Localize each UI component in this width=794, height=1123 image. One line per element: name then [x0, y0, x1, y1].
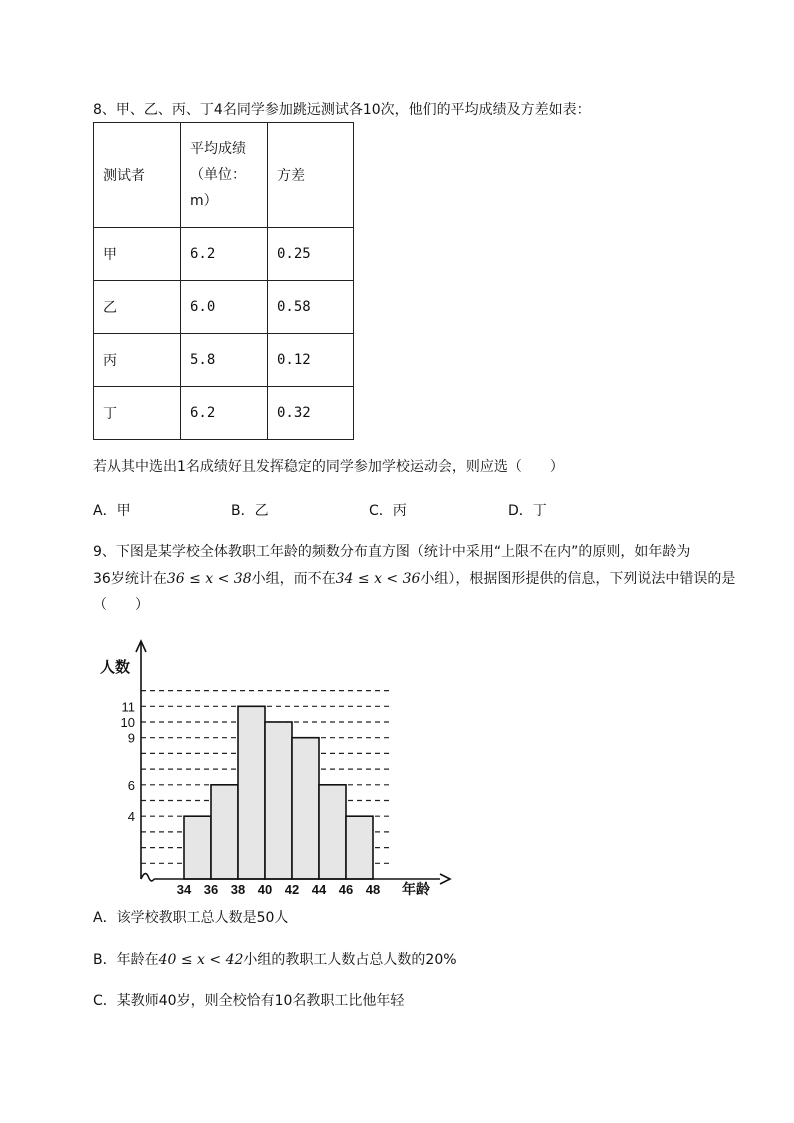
q8-option-b[interactable]: B．乙 — [231, 503, 269, 519]
cell-average: 6.2 — [181, 387, 268, 440]
histogram-bar — [319, 785, 346, 879]
x-axis-arrow — [440, 874, 450, 884]
header-average-line3: m） — [190, 193, 218, 209]
header-tester: 测试者 — [94, 123, 181, 228]
cell-variance: 0.12 — [268, 334, 354, 387]
histogram-bar — [238, 706, 265, 879]
q8-option-d[interactable]: D．丁 — [508, 503, 547, 519]
histogram-bar — [211, 785, 238, 879]
q9-option-b[interactable] — [93, 950, 457, 970]
q9-option-b-inequality: 40 ≤ x < 42 — [158, 952, 244, 968]
y-tick-label: 11 — [121, 699, 135, 715]
cell-name: 乙 — [94, 281, 181, 334]
q8-option-a[interactable]: A．甲 — [93, 503, 131, 519]
q9-option-c[interactable]: C．某教师40岁，则全校恰有10名教职工比他年轻 — [93, 993, 405, 1009]
q9-inequality-2: 34 ≤ x < 36 — [335, 571, 421, 587]
histogram-bar — [265, 722, 292, 879]
q9-stem-line1: 9、下图是某学校全体教职工年龄的频数分布直方图（统计中采用“上限不在内”的原则，如年龄为 — [93, 544, 691, 560]
cell-variance: 0.58 — [268, 281, 354, 334]
q8-option-c[interactable]: C．丙 — [369, 503, 407, 519]
cell-average: 5.8 — [181, 334, 268, 387]
q9-inequality-1: 36 ≤ x < 38 — [166, 571, 252, 587]
axis-break-mark — [141, 874, 154, 881]
header-variance: 方差 — [268, 123, 354, 228]
histogram-bar — [184, 816, 211, 879]
cell-variance: 0.25 — [268, 228, 354, 281]
x-tick-label: 34 — [176, 882, 192, 897]
cell-variance: 0.32 — [268, 387, 354, 440]
x-tick-label: 42 — [284, 882, 300, 897]
y-tick-label: 4 — [127, 809, 135, 825]
y-tick-label: 9 — [127, 730, 135, 746]
x-tick-label: 48 — [365, 882, 381, 897]
histogram-bar — [292, 738, 319, 879]
q8-question: 若从其中选出1名成绩好且发挥稳定的同学参加学校运动会，则应选（ ） — [93, 459, 564, 475]
q9-option-b-pre: B．年龄在 — [93, 952, 159, 968]
y-tick-label: 10 — [120, 715, 135, 730]
histogram-bar — [346, 816, 373, 879]
y-tick-label: 6 — [127, 777, 135, 793]
q9-stem-text-a: 36岁统计在 — [93, 571, 167, 587]
x-tick-label: 46 — [338, 882, 354, 897]
x-tick-label: 40 — [257, 882, 273, 897]
header-average-line2: （单位： — [190, 167, 246, 183]
y-axis-title: 人数 — [100, 658, 131, 676]
bar-layer — [184, 706, 373, 879]
q9-option-b-post: 小组的教职工人数占总人数的20% — [243, 952, 457, 968]
header-average-line1: 平均成绩 — [190, 141, 246, 157]
q9-option-a[interactable]: A．该学校教职工总人数是50人 — [93, 910, 289, 926]
cell-name: 丁 — [94, 387, 181, 440]
x-tick-label: 44 — [311, 882, 327, 897]
q8-stem: 8、甲、乙、丙、丁4名同学参加跳远测试各10次，他们的平均成绩及方差如表： — [93, 102, 591, 118]
x-tick-label: 36 — [203, 882, 219, 897]
cell-name: 丙 — [94, 334, 181, 387]
cell-average: 6.0 — [181, 281, 268, 334]
q9-stem-text-c: 小组），根据图形提供的信息，下列说法中错误的是 — [420, 571, 736, 587]
q9-stem-line3: （ ） — [93, 597, 149, 613]
cell-name: 甲 — [94, 228, 181, 281]
q9-stem-text-b: 小组，而不在 — [251, 571, 336, 587]
x-axis-title: 年龄 — [402, 882, 430, 898]
x-tick-label: 38 — [230, 882, 246, 897]
cell-average: 6.2 — [181, 228, 268, 281]
